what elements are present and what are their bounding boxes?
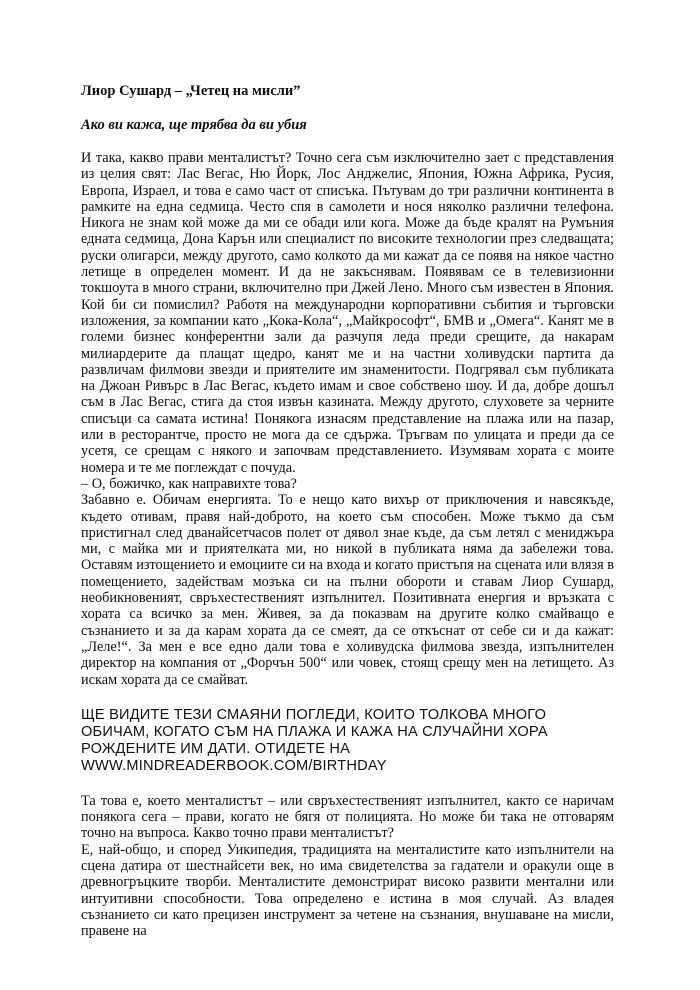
- body-section-2: [81, 793, 614, 940]
- document-title: Лиор Сушард – „Четец на мисли”: [81, 83, 301, 99]
- chapter-subtitle: Ако ви кажа, ще трябва да ви убия: [81, 117, 307, 133]
- callout-headline: ЩЕ ВИДИТЕ ТЕЗИ СМАЯНИ ПОГЛЕДИ, КОИТО ТОЛКОВА МНОГО ОБИЧАМ, КОГАТО СЪМ НА ПЛАЖА И КАЖА НА СЛУЧАЙНИ ХОРА РОЖДЕНИТЕ ИМ ДАТИ. ОТИДЕТЕ НА WWW.MINDREADERBOOK.COM/BIRTHDAY: [81, 706, 548, 774]
- body-paragraph: Е, най-общо, и според Уикипедия, традицията на менталистите като изпълнители на сцена датира от шестнайсети век, но има свидетелства за гадатели и оракули още в древногръцките творби. Менталистите демонстрират високо развити ментални или интуитивни способности. Това определено е истина в моя случай. Аз владея съзнанието си като прецизен инструмент за четене на съзнания, внушаване на мисли, правене на: [81, 841, 614, 940]
- document-page: [81, 82, 614, 939]
- body-paragraph: Та това е, което менталистът – или свръхестественият изпълнител, както се наричам понякога сега – прави, когато не бягя от полицията. Но може би така не отговарям точно на въпроса. Какво точно прави менталистът?: [81, 792, 614, 842]
- body-section-1: [81, 150, 614, 688]
- body-paragraph: И така, какво прави менталистът? Точно сега съм изключително зает с представления из целия свят: Лас Вегас, Ню Йорк, Лос Анджелис, Япония, Южна Африка, Русия, Европа, Израел, и това е само част от списъка. Пътувам до три различни континента в рамките на една седмица. Често спя в самолети и нося няколко различни телефона. Никога не знам кой може да ми се обади или кога. Може да бъде кралят на Румъния едната седмица, Дона Карън или специалист по високите технологии през следващата; руски олигарси, между другото, само колкото да ми кажат да се появя на някое частно летище в определен момент. И да не закъснявам. Появявам се в телевизионни токшоута в много страни, включително при Джей Лено. Много съм известен в Япония. Кой би си помислил? Работя на международни корпоративни събития и търговски изложения, за компании като „Кока-Кола“, „Майкрософт“, БМВ и „Омега“. Канят ме в големи бизнес конферентни зали да разчупя леда преди срещите, да накарам милиардерите да плащат щедро, канят ме и на частни холивудски партита да развличам филмови звезди и приятелите им знаменитости. Подгрявал съм публиката на Джоан Ривърс в Лас Вегас, където имам и свое собствено шоу. И да, добре дошъл съм в Лас Вегас, стига да стоя извън казината. Между другото, слуховете за черните списъци са самата истина! Понякога изнасям представление на плажа или на пазар, или в ресторантче, просто не мога да се сдържа. Тръгвам по улицата и преди да се усетя, се срещам с някого и започвам представлението. Изумявам хората с моите номера и те ме поглеждат с почуда.: [81, 150, 614, 476]
- body-paragraph: Забавно е. Обичам енергията. То е нещо като вихър от приключения и навсякъде, където отивам, правя най-доброто, на което съм способен. Може тъкмо да съм пристигнал след дванайсетчасов полет от дявол знае къде, да съм летял с мениджъра ми, с майка ми и приятелката ми, но никой в публиката няма да забележи това. Оставям изтощението и емоциите си на входа и когато пристъпя на сцената или влязя в помещението, задействам мозъка си на пълни обороти и ставам Лиор Сушард, необикновеният, свръхестественият изпълнител. Позитивната енергия и връзката с хората са всичко за мен. Живея, за да показвам на другите колко смайващо е съзнанието и за да карам хората да се смеят, да се откъснат от себе си и да кажат: „Леле!“. За мен е все едно дали това е холивудска филмова звезда, изпълнителен директор на компания от „Форчън 500“ или човек, стоящ срещу мен на летището. Аз искам хората да се смайват.: [81, 492, 614, 688]
- dialogue-line: – О, божичко, как направихте това?: [81, 475, 297, 492]
